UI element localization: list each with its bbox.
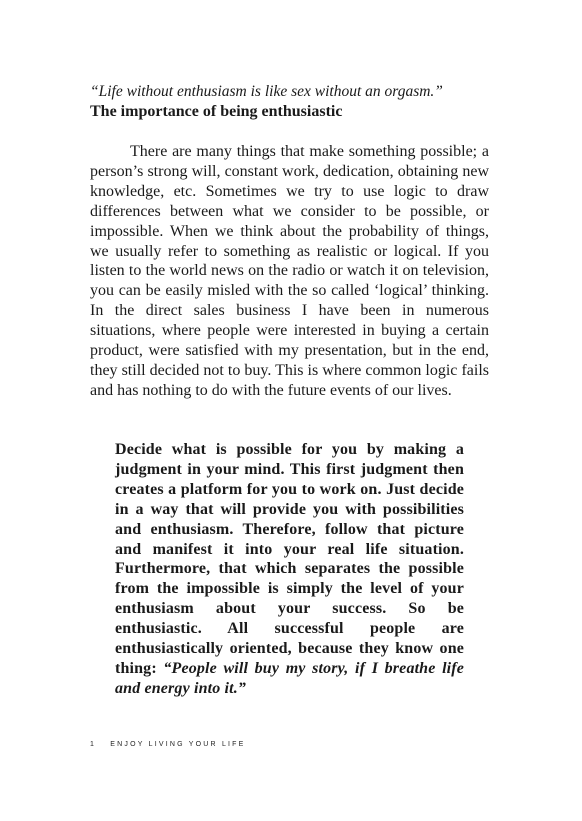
callout-emphasis: “People will buy my story, if I breathe life and energy into it.”	[115, 659, 464, 697]
callout-text: Decide what is possible for you by making a judgment in your mind. This first judgment then creates a platform for you to work on. Just decide in a way that will provide you with possibilities and enthusiasm. Therefore, follow that picture and manifest it into your real life situation. Furthermore, that which separates the possible from the impossible is simply the level of your enthusiasm about your success. So be enthusiastic. All successful people are enthusiastically oriented, because they know one thing:	[115, 441, 464, 677]
epigraph-quote: “Life without enthusiasm is like sex without an orgasm.”	[90, 83, 443, 100]
chapter-title: The importance of being enthusiastic	[90, 103, 343, 120]
body-paragraph: There are many things that make something possible; a person’s strong will, constant work, dedication, obtaining new knowledge, etc. Sometimes we try to use logic to draw differences between what we consider to be possible, or impossible. When we think about the probability of things, we usually refer to something as realistic or logical. If you listen to the world news on the radio or watch it on television, you can be easily misled with the so called ‘logical’ thinking. In the direct sales business I have been in numerous situations, where people were interested in buying a certain product, were satisfied with my presentation, but in the end, they still decided not to buy. This is where common logic fails and has nothing to do with the future events of our lives.	[90, 143, 489, 399]
page-number: 1	[90, 741, 97, 748]
running-title: ENJOY LIVING YOUR LIFE	[110, 741, 246, 748]
page-footer	[90, 741, 246, 748]
callout-paragraph	[115, 440, 464, 699]
